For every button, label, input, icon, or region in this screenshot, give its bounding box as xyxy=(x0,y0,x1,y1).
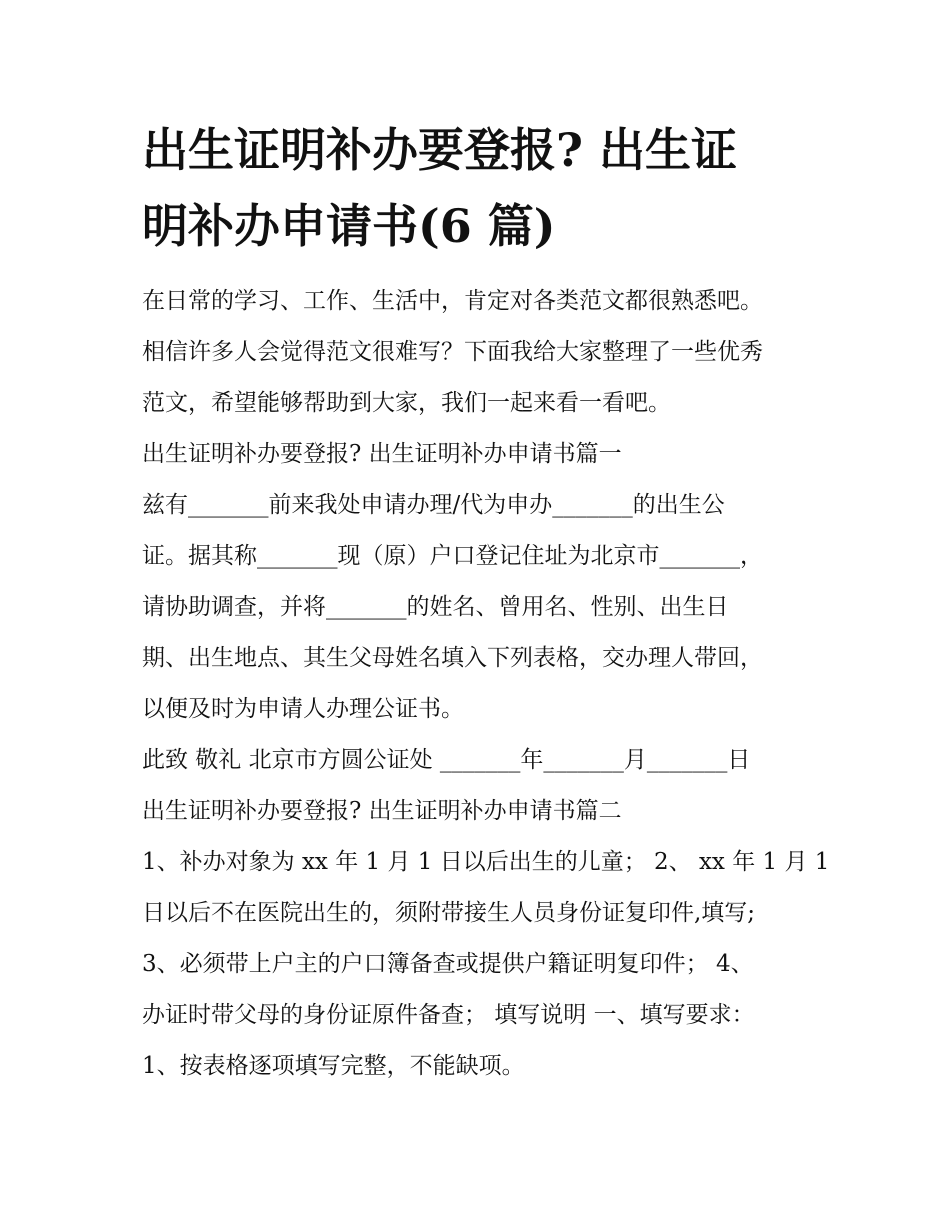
intro-line-2: 相信许多人会觉得范文很难写？下面我给大家整理了一些优秀 xyxy=(142,339,763,365)
section-heading-2: 出生证明补办要登报? 出生证明补办申请书篇二 xyxy=(142,798,622,824)
section-heading-1: 出生证明补办要登报? 出生证明补办申请书篇一 xyxy=(142,441,622,467)
paragraph-line: 3、必须带上户主的户口簿备查或提供户籍证明复印件； 4、 xyxy=(142,951,754,977)
paragraph-line: 1、按表格逐项填写完整，不能缺项。 xyxy=(142,1053,525,1079)
paragraph-line: 兹有_______前来我处申请办理/代为申办_______的出生公 xyxy=(142,492,725,518)
intro-line-1: 在日常的学习、工作、生活中，肯定对各类范文都很熟悉吧。 xyxy=(142,288,763,314)
paragraph-line: 办证时带父母的身份证原件备查； 填写说明 一、填写要求： xyxy=(142,1002,755,1028)
paragraph-line: 期、出生地点、其生父母姓名填入下列表格，交办理人带回， xyxy=(142,645,763,671)
title-line-1: 出生证明补办要登报? 出生证 xyxy=(142,123,737,177)
paragraph-line: 以便及时为申请人办理公证书。 xyxy=(142,696,464,722)
title-line-2: 明补办申请书(6 篇) xyxy=(142,199,556,253)
page-title xyxy=(142,112,822,264)
closing-line: 此致 敬礼 北京市方圆公证处 _______年_______月_______日 xyxy=(142,747,751,773)
paragraph-line: 证。据其称_______现（原）户口登记住址为北京市_______， xyxy=(142,543,763,569)
paragraph-line: 1、补办对象为 xx 年 1 月 1 日以后出生的儿童； 2、 xx 年 1 月 1 xyxy=(142,849,830,875)
intro-line-3: 范文，希望能够帮助到大家，我们一起来看一看吧。 xyxy=(142,390,671,416)
document-body xyxy=(142,276,830,1092)
paragraph-line: 请协助调查，并将_______的姓名、曾用名、性别、出生日 xyxy=(142,594,729,620)
paragraph-line: 日以后不在医院出生的，须附带接生人员身份证复印件,填写; xyxy=(142,900,756,926)
